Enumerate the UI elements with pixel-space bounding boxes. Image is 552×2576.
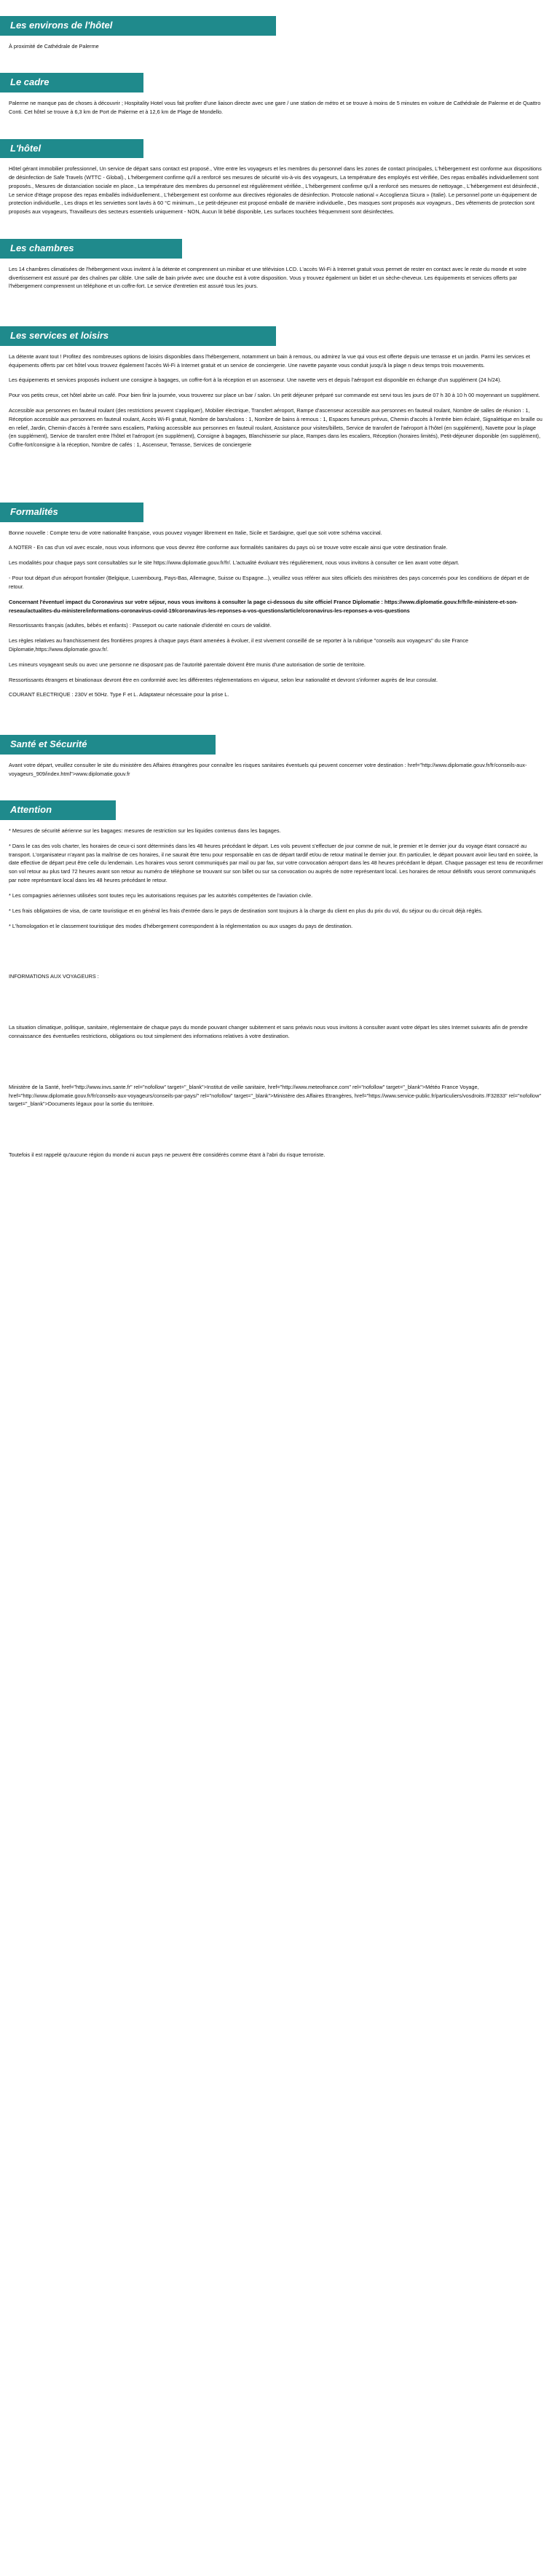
spacer-after-chambres	[0, 297, 552, 326]
section-heading-cadre: Le cadre	[0, 73, 143, 92]
formalites-etrangers: Ressortissants étrangers et binationaux devront être en conformité avec les différentes réglementations en vigueur, selon leur nationalité et devront s'informer auprès de leur consulat.	[9, 676, 438, 683]
section-heading-chambres: Les chambres	[0, 239, 182, 259]
infos-voyageurs-terrorisme: Toutefois il est rappelé qu'aucune région du monde ni aucun pays ne peuvent être considérés comme étant à l'abri du risque terroriste.	[9, 1151, 326, 1159]
section-text-services-4: Accessible aux personnes en fauteuil roulant (des restrictions peuvent s'appliquer), Mobilier électrique, Transfert aéroport, Rampe d'ascenseur accessible aux personnes en fauteuil roulant, Nombre de salles de réunion : 1, Réception accessible aux personnes en fauteuil roulant, Accès Wi-Fi gratuit, Nombre de bars/salons : 1, Nombre de bains à remous : 1, Espaces fumeurs prévus, Chemin d'accès à l'entrée bien éclairé, Signalétique en braille ou en relief, Jardin, Chemin d'accès à l'entrée sans escaliers, Parking accessible aux personnes en fauteuil roulant, Assistance pour visites/billets, Service de transfert de l'aéroport à l'hôtel (en supplément), Navette pour la plage (en supplément), Service de transfert entre l'hôtel et l'aéroport (en supplément), Consigne à bagages, Blanchisserie sur place, Rampes dans les escaliers, Réception (horaires limités), Petit-déjeuner disponible (en supplément), Coffre-fort/consigne à la réception, Nombre de cafés : 1, Ascenseur, Terrasse, Services de conciergerie	[9, 406, 543, 449]
section-heading-formalites: Formalités	[0, 503, 143, 522]
spacer-after-hotel	[0, 223, 552, 239]
spacer-infos-2	[0, 1047, 552, 1076]
section-text-services-3: Pour vos petits creux, cet hôtel abrite un café. Pour bien finir la journée, vous trouverez sur place un bar / salon. Un petit déjeuner préparé sur commande est servi tous les jours de 07 h 30 à 10 h 00 moyennant un supplément.	[9, 392, 540, 399]
formalites-mineurs: Les mineurs voyageant seuls ou avec une personne ne disposant pas de l'autorité parentale doivent être munis d'une autorisation de sortie de territoire.	[9, 661, 366, 668]
section-heading-attention: Attention	[0, 800, 116, 820]
spacer-after-formalites	[0, 706, 552, 735]
spacer-after-services	[0, 456, 552, 503]
formalites-note: A NOTER - En cas d'un vol avec escale, nous vous informons que vous devrez être conforme aux formalités sanitaires du pays où se trouve votre escale ainsi que votre destination finale.	[9, 544, 448, 551]
spacer-after-environs	[0, 57, 552, 73]
formalites-modalites: Les modalités pour chaque pays sont consultables sur le site https://www.diplomatie.gouv.fr/fr/. L'actualité évoluant très régulièrement, nous vous invitons à consulter ce lien avant votre départ.	[9, 559, 460, 567]
section-text-environs: À proximité de Cathédrale de Palerme	[9, 42, 99, 50]
formalites-coronavirus: Concernant l'éventuel impact du Coronavirus sur votre séjour, nous vous invitons à consulter la page ci-dessous du site officiel France Diplomatie : https://www.diplomatie.gouv.fr/fr/le-ministere-et-son-reseau/actualites-du-ministere/informations-coronavirus-covid-19/coronavirus-les-reponses-a-vos-questions/article/coronavirus-les-reponses-a-vos-questions	[9, 598, 518, 614]
infos-voyageurs-links[interactable]: Ministère de la Santé, href="http://www.invs.sante.fr" rel="nofollow" target="_blank">Institut de veille sanitaire, href="http://www.meteofrance.com" rel="nofollow" target="_blank">Météo France Voyage, href="http://www.diplomatie.gouv.fr/fr/conseils-aux-voyageurs/conseils-par-pays/" rel="nofollow" target="_blank">Ministère des Affaires Etrangères, href="https://www.service-public.fr/particuliers/vosdroits /F32833" rel="nofollow" target="_blank">Documents légaux pour la sortie du territoire.	[9, 1083, 541, 1108]
formalites-intro: Bonne nouvelle : Compte tenu de votre nationalité française, vous pouvez voyager librement en Italie, Sicile et Sardaigne, quel que soit votre schéma vaccinal.	[9, 529, 382, 536]
spacer-after-attention	[0, 937, 552, 966]
section-heading-services: Les services et loisirs	[0, 326, 276, 346]
attention-bagages: * Mesures de sécurité aérienne sur les bagages: mesures de restriction sur les liquides contenus dans les bagages.	[9, 827, 281, 834]
section-text-sante: Avant votre départ, veuillez consulter le site du ministère des Affaires étrangères pour connaître les risques sanitaires éventuels qui peuvent concerner votre destination : href="http://www.diplomatie.gouv.fr/fr/conseils-aux-voyageurs_909/index.html">www.diplomatie.gouv.fr	[9, 761, 527, 777]
section-text-services-2: Les équipements et services proposés incluent une consigne à bagages, un coffre-fort à la réception et un ascenseur. Une navette vers et depuis l'aéroport est disponible en échange d'un supplément (24 h/24).	[9, 377, 502, 384]
attention-homologation: * L'homologation et le classement touristique des modes d'hébergement correspondent à la réglementation ou aux usages du pays de destination.	[9, 922, 353, 929]
formalites-frontieres: Les règles relatives au franchissement des frontières propres à chaque pays étant amenées à évoluer, il est vivement conseillé de se reporter à la rubrique "conseils aux voyageurs" du site France Diplomatie,https://www.diplomatie.gouv.fr/.	[9, 637, 469, 653]
section-text-cadre: Palerme ne manque pas de choses à découvrir ; Hospitality Hotel vous fait profiter d'une liaison directe avec une gare / une station de métro et se trouve à moins de 5 minutes en voiture de Cathédrale de Palerme et de Quattro Conti. Cet hôtel se trouve à 6,3 km de Port de Palerme et à 12,6 km de Plage de Mondello.	[9, 100, 541, 115]
spacer-infos-3	[0, 1115, 552, 1144]
section-text-chambres: Les 14 chambres climatisées de l'hébergement vous invitent à la détente et comprennent un minibar et une télévision LCD. L'accès Wi-Fi à Internet gratuit vous permet de rester en contact avec le reste du monde et votre divertissement est assuré par des chaînes par câble. Une salle de bain privée avec une douche est à votre disposition. Vous y trouvez également un bidet et un sèche-cheveux. Les équipements et services offerts par l'hébergement comprennent un téléphone et un coffre-fort. Le service d'entretien est assuré tous les jours.	[9, 265, 527, 290]
document-page	[0, 0, 552, 1182]
attention-frais: * Les frais obligatoires de visa, de carte touristique et en général les frais d'entrée dans le pays de destination sont toujours à la charge du client en plus du prix du vol, du séjour ou du circuit déjà réglés.	[9, 907, 483, 914]
infos-voyageurs-body: La situation climatique, politique, sanitaire, réglementaire de chaque pays du monde pouvant changer subitement et sans préavis nous vous invitons à consulter avant votre départ les sites Internet suivants afin de prendre connaissance des éventuelles restrictions, obligations ou tout simplement des informations relatives à votre destination.	[9, 1024, 528, 1039]
formalites-ressortissants-fr: Ressortissants français (adultes, bébés et enfants) : Passeport ou carte nationale d'identité en cours de validité.	[9, 622, 272, 629]
spacer-infos-1	[0, 988, 552, 1017]
attention-charters: * Dans le cas des vols charter, les horaires de ceux-ci sont déterminés dans les 48 heures précédant le départ. Les vols peuvent s'effectuer de jour comme de nuit, le premier et le dernier jour du voyage étant consacré au transport. L'organisateur n'ayant pas la maîtrise de ces horaires, il ne saurait être tenu pour responsable en cas de départ tardif et/ou de retour matinal le dernier jour. En particulier, le départ pouvant avoir lieu tard en soirée, la date effective de départ peut être celle du lendemain. Les horaires vous seront communiqués par mail ou par fax, sur votre convocation aéroport dans les 48 heures précédant le départ. Chaque passager est tenu de reconfirmer son vol retour au plus tard 72 heures avant son retour au numéro de téléphone se trouvant sur son billet ou sur sa convocation ou auprès de notre représentant local. Les horaires de retour définitifs vous seront communiqués par notre représentant local dans les 48 heures précédant le retour.	[9, 842, 543, 884]
formalites-courant: COURANT ELECTRIQUE : 230V et 50Hz. Type F et L. Adaptateur nécessaire pour la prise L.	[9, 691, 229, 698]
top-spacer	[0, 0, 552, 16]
attention-compagnies: * Les compagnies aériennes utilisées sont toutes reçu les autorisations requises par les autorités compétentes de l'aviation civile.	[9, 891, 313, 899]
section-heading-environs: Les environs de l'hôtel	[0, 16, 276, 36]
section-text-services-1: La détente avant tout ! Profitez des nombreuses options de loisirs disponibles dans l'hébergement, notamment un bain à remous, ou admirez la vue qui vous est offerte depuis une terrasse et un jardin. Parmi les services et équipements offerts par cet hôtel vous trouvez également l'accès Wi-Fi à Internet gratuit et un service de conciergerie. Une navette payante vous conduit jusqu'à la plage n deux temps trois mouvements.	[9, 352, 530, 369]
bottom-spacer	[0, 1166, 552, 1182]
spacer-after-sante	[0, 784, 552, 800]
section-heading-hotel: L'hôtel	[0, 139, 143, 159]
section-heading-sante: Santé et Sécurité	[0, 735, 216, 755]
spacer-after-cadre	[0, 123, 552, 139]
infos-voyageurs-title: INFORMATIONS AUX VOYAGEURS :	[9, 973, 99, 980]
section-text-hotel: Hôtel gérant immobilier professionnel, Un service de départ sans contact est proposé., Vitre entre les voyageurs et les membres du personnel dans les zones de contact principales, L'hébergement est conforme aux dispositions de désinfection de Safe Travels (WTTC - Global)., L'hébergement confirme qu'il a renforcé ses mesures de sécurité vis-à-vis des voyageurs, La température des employés est vérifiée, Des repas emballés individuellement sont proposés., Mesures de distanciation sociale en place., La température des membres du personnel est régulièrement vérifiée., L'hébergement confirme qu'il a renforcé ses mesures de nettoyage., L'hébergement est désinfecté., Le service d'étage propose des repas emballés individuellement., L'hébergement est conforme aux directives régionales de désinfection. Protocole national « Accoglienza Sicura » (Italie). Le personnel porte un équipement de protection individuelle., Les draps et les serviettes sont lavés à 60 °C minimum., Le petit-déjeuner est proposé emballé de manière individuelle., Des masques sont proposés aux voyageurs., Des vêtements de protection sont proposés aux voyageurs, Travailleurs des secteurs essentiels uniquement - NON, Aucun lit bébé disponible, Les surfaces touchées fréquemment sont désinfectées.	[9, 165, 542, 216]
formalites-frontalier: - Pour tout départ d'un aéroport frontalier (Belgique, Luxembourg, Pays-Bas, Allemagne, Suisse ou Espagne...), veuillez vous référer aux sites officiels des ministères des pays concernés pour les conditions de départ et de retour.	[9, 575, 529, 590]
